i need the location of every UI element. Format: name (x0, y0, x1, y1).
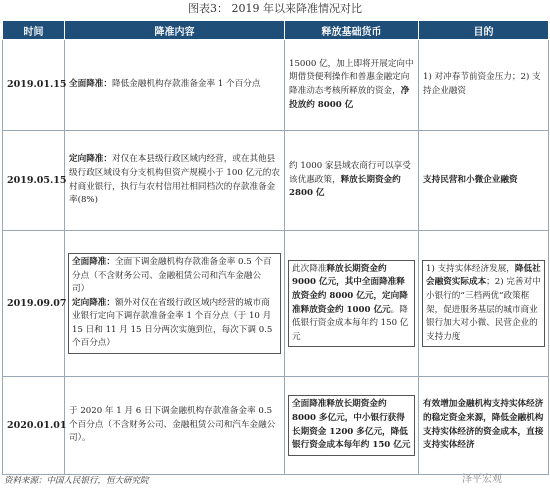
release-cell (285, 377, 419, 475)
rrr-comparison-table (2, 20, 549, 475)
release-bold: 释放长期资金约 2800 亿 (289, 174, 401, 199)
header-purpose: 目的 (419, 21, 549, 40)
content-bold: 全面降准： (69, 79, 112, 90)
table-row (3, 40, 549, 131)
content-bold-2: 定向降准： (72, 297, 115, 308)
content-cell: 于 2020 年 1 月 6 日下调金融机构存款准备金率 0.5 个百分点（不含财务公司、金融租赁公司和汽车金融公司）。 (65, 377, 285, 475)
header-row (3, 21, 549, 40)
release-text: 约 1000 家县域农商行可以享受该优惠政策， (289, 161, 411, 185)
date-cell: 2019.05.15 (3, 131, 65, 231)
release-bold: 净投放约 8000 亿 (289, 86, 410, 110)
header-time: 时间 (3, 21, 65, 40)
purpose-text-c: ；2) 完善对中小银行的“三档两优”政策框架，促进服务基层的城市商业银行加大对小微、民营企业的支持力度 (426, 277, 541, 342)
content-text: 降低金融机构存款准备金率 1 个百分点 (111, 79, 261, 90)
release-cell (285, 131, 419, 231)
date-cell: 2020.01.01 (3, 377, 65, 475)
header-release: 释放基础货币 (285, 21, 419, 40)
release-bold: 释放长期资金约 9000 亿元，其中全面降准释放资金约 8000 亿元，定向降准释放资金约 1000 亿元 (292, 263, 408, 315)
date-cell: 2019.09.07 (3, 231, 65, 377)
content-text: 对仅在本县级行政区域内经营，或在其他县级行政区域设有分支机构但资产规模小于 100 亿元的农村商业银行，执行与农村信用社相同档次的存款准备金率(8%) (69, 154, 280, 206)
release-bold: 全面降准释放长期资金约 8000 多亿元，中小银行获得长期资金 1200 多亿元，降低银行资金成本每年约 150 亿元 (292, 399, 411, 451)
release-cell (285, 231, 419, 377)
purpose-bold: 有效增加金融机构支持实体经济的稳定资金来源，降低金融机构支持实体经济的资金成本，直接支持实体经济 (423, 399, 544, 451)
release-text-2: 。降低银行资金成本每年约 150 亿元 (292, 304, 409, 342)
content-bold: 全面降准： (72, 256, 115, 267)
purpose-cell (419, 231, 549, 377)
release-box (288, 395, 415, 455)
watermark: 泽平宏观 (462, 474, 502, 485)
purpose-cell (419, 377, 549, 475)
content-cell (65, 40, 285, 131)
table-row (3, 131, 549, 231)
release-box (288, 260, 415, 348)
content-text-2: 额外对仅在省级行政区域内经营的城市商业银行定向下调存款准备金率 1 个百分点（于 10 月 15 日和 11 月 15 日分两次实施到位，每次下调 0.5 个百分点） (72, 297, 273, 349)
content-box (68, 253, 281, 354)
figure-title: 图表3： 2019 年以来降准情况对比 (188, 2, 362, 15)
content-bold: 定向降准： (69, 154, 112, 165)
date-cell: 2019.01.15 (3, 40, 65, 131)
purpose-cell (419, 131, 549, 231)
purpose-cell: 1) 对冲春节前资金压力；2) 支持企业融资 (419, 40, 549, 131)
purpose-bold: 降低社会融资实际成本 (426, 263, 541, 288)
source-note: 资料来源：中国人民银行，恒大研究院 (4, 476, 149, 486)
table-row (3, 377, 549, 475)
purpose-bold: 支持民营和小微企业融资 (423, 174, 518, 185)
content-cell (65, 131, 285, 231)
header-content: 降准内容 (65, 21, 285, 40)
content-cell (65, 231, 285, 377)
release-text: 15000 亿，加上即将开展定向中期借贷便利操作和普惠金融定向降准动态考核所释放的资金， (289, 58, 414, 96)
release-text: 此次降准 (292, 263, 327, 274)
release-cell (285, 40, 419, 131)
table-row (3, 231, 549, 377)
purpose-box (422, 260, 545, 348)
content-text: 全面下调金融机构存款准备金率 0.5 个百分点（不含财务公司、金融租赁公司和汽车金融公司） (72, 256, 272, 295)
purpose-text-a: 1) 支持实体经济发展， (426, 263, 515, 274)
